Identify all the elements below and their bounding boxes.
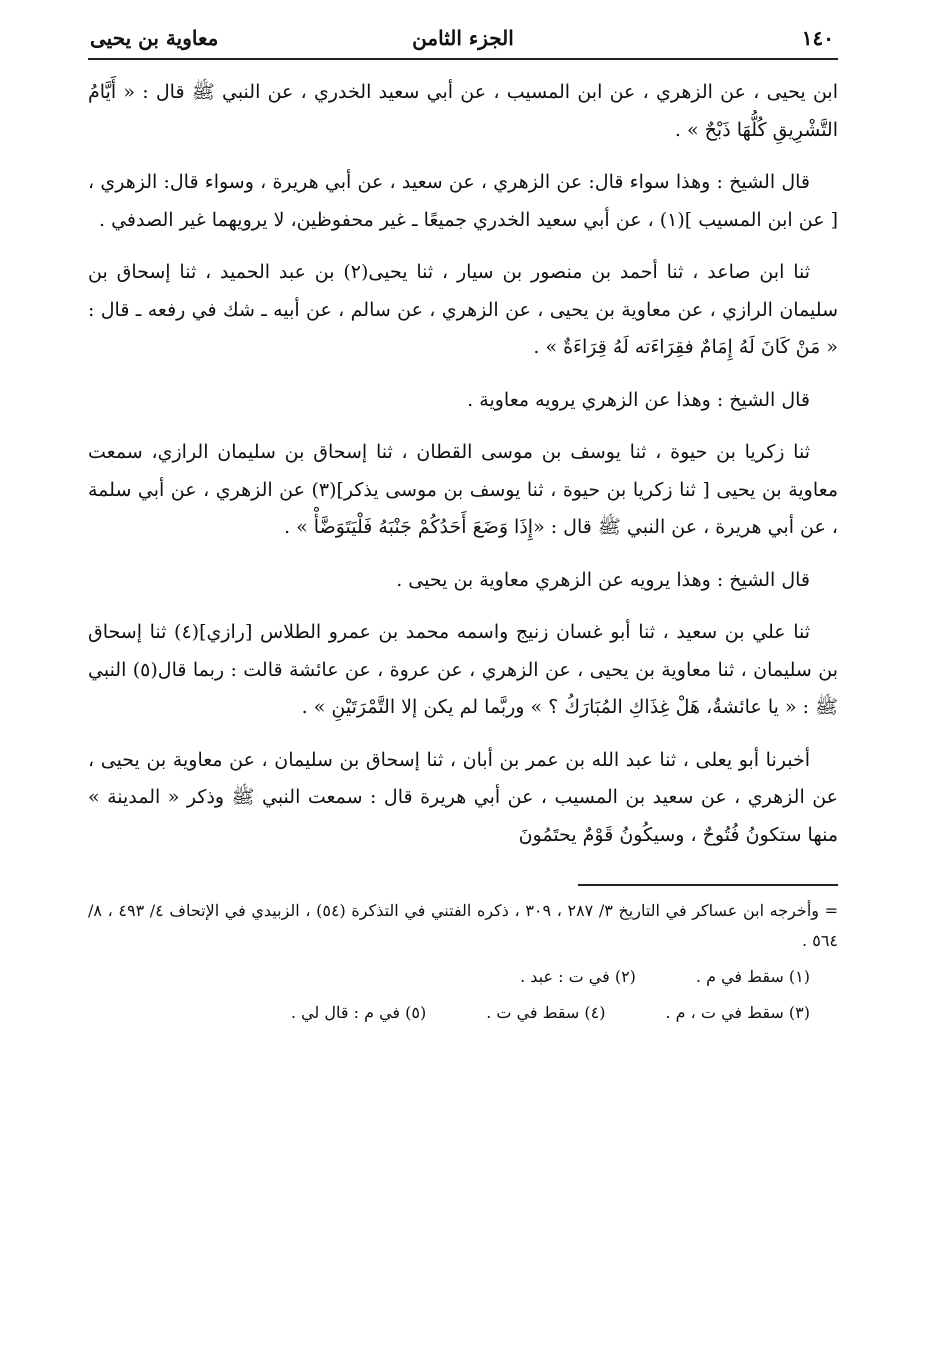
footnote-4: (٤) سقط في ت . [486, 1003, 606, 1022]
volume-title: الجزء الثامن [412, 26, 514, 50]
paragraph: أخبرنا أبو يعلى ، ثنا عبد الله بن عمر بن أبان ، ثنا إسحاق بن سليمان ، عن معاوية بن يحيى ، عن الزهري ، عن سعيد بن المسيب ، عن أبي هريرة قال : سمعت النبي ﷺ وذكر « المدينة » منها ستكونُ فُتُوحٌ ، وسيكُونُ قَوْمٌ يحتَمُونَ [88, 748, 838, 846]
paragraph: قال الشيخ : وهذا عن الزهري يرويه معاوية . [467, 388, 810, 411]
paragraph: ثنا زكريا بن حيوة ، ثنا يوسف بن موسى القطان ، ثنا إسحاق بن سليمان الرازي، سمعت معاوية بن يحيى [ ثنا زكريا بن حيوة ، ثنا يوسف بن موسى يذكر](٣) عن الزهري ، عن أبي سلمة ، عن أبي هريرة ، عن النبي ﷺ قال : «إِذَا وَضَعَ أَحَدُكُمْ جَنْبَهُ فَلْيَتَوَضَّأْ » . [88, 441, 838, 538]
paragraph: ثنا ابن صاعد ، ثنا أحمد بن منصور بن سيار ، ثنا يحيى(٢) بن عبد الحميد ، ثنا إسحاق بن سليمان الرازي ، عن معاوية بن يحيى ، عن الزهري ، عن سالم ، عن أبيه ـ شك في رفعه ـ قال : « مَنْ كَانَ لَهُ إِمَامٌ فقِرَاءَته لَهُ قِرَاءَةٌ » . [88, 261, 838, 358]
footnote-row [88, 998, 838, 1028]
page-number: ١٤٠ [801, 26, 834, 50]
main-text [88, 74, 838, 854]
footnotes [88, 896, 838, 1028]
paragraph: ابن يحيى ، عن الزهري ، عن ابن المسيب ، عن أبي سعيد الخدري ، عن النبي ﷺ قال : « أَيَّامُ التَّشْرِيقِ كُلُّهَا ذَبْحٌ » . [88, 81, 838, 141]
running-header [88, 22, 838, 60]
footnote-1: (١) سقط في م . [695, 967, 810, 986]
footnote-3: (٣) سقط في ت ، م . [665, 1003, 810, 1022]
footnote-2: (٢) في ت : عبد . [520, 967, 636, 986]
footnote-continuation: = وأخرجه ابن عساكر في التاريخ ٣/ ٢٨٧ ، ٣٠٩ ، ذكره الفتني في التذكرة (٥٤) ، الزبيدي في الإتحاف ٤/ ٤٩٣ ، ٨/ ٥٦٤ . [88, 901, 839, 950]
entry-title: معاوية بن يحيى [90, 26, 219, 50]
footnote-5: (٥) في م : قال لي . [290, 1003, 427, 1022]
paragraph: ثنا علي بن سعيد ، ثنا أبو غسان زنيج واسمه محمد بن عمرو الطلاس [رازي](٤) ثنا إسحاق بن سليمان ، ثنا معاوية بن يحيى ، عن الزهري ، عن عروة ، عن عائشة قالت : ربما قال(٥) النبي ﷺ : « يا عائشةُ، هَلْ غِذَاكِ المُبَارَكُ ؟ » وربَّما لم يكن إلا التَّمْرَتَيْنِ » . [88, 621, 838, 718]
paragraph: قال الشيخ : وهذا سواء قال: عن الزهري ، عن سعيد ، عن أبي هريرة ، وسواء قال: الزهري ، [ عن ابن المسيب ](١) ، عن أبي سعيد الخدري جميعًا ـ غير محفوظين، لا يرويهما غير الصدفي . [88, 171, 838, 231]
paragraph: قال الشيخ : وهذا يرويه عن الزهري معاوية بن يحيى . [396, 568, 810, 591]
footnote-divider [578, 884, 838, 886]
book-page [88, 22, 838, 1322]
footnote-row [88, 962, 838, 992]
